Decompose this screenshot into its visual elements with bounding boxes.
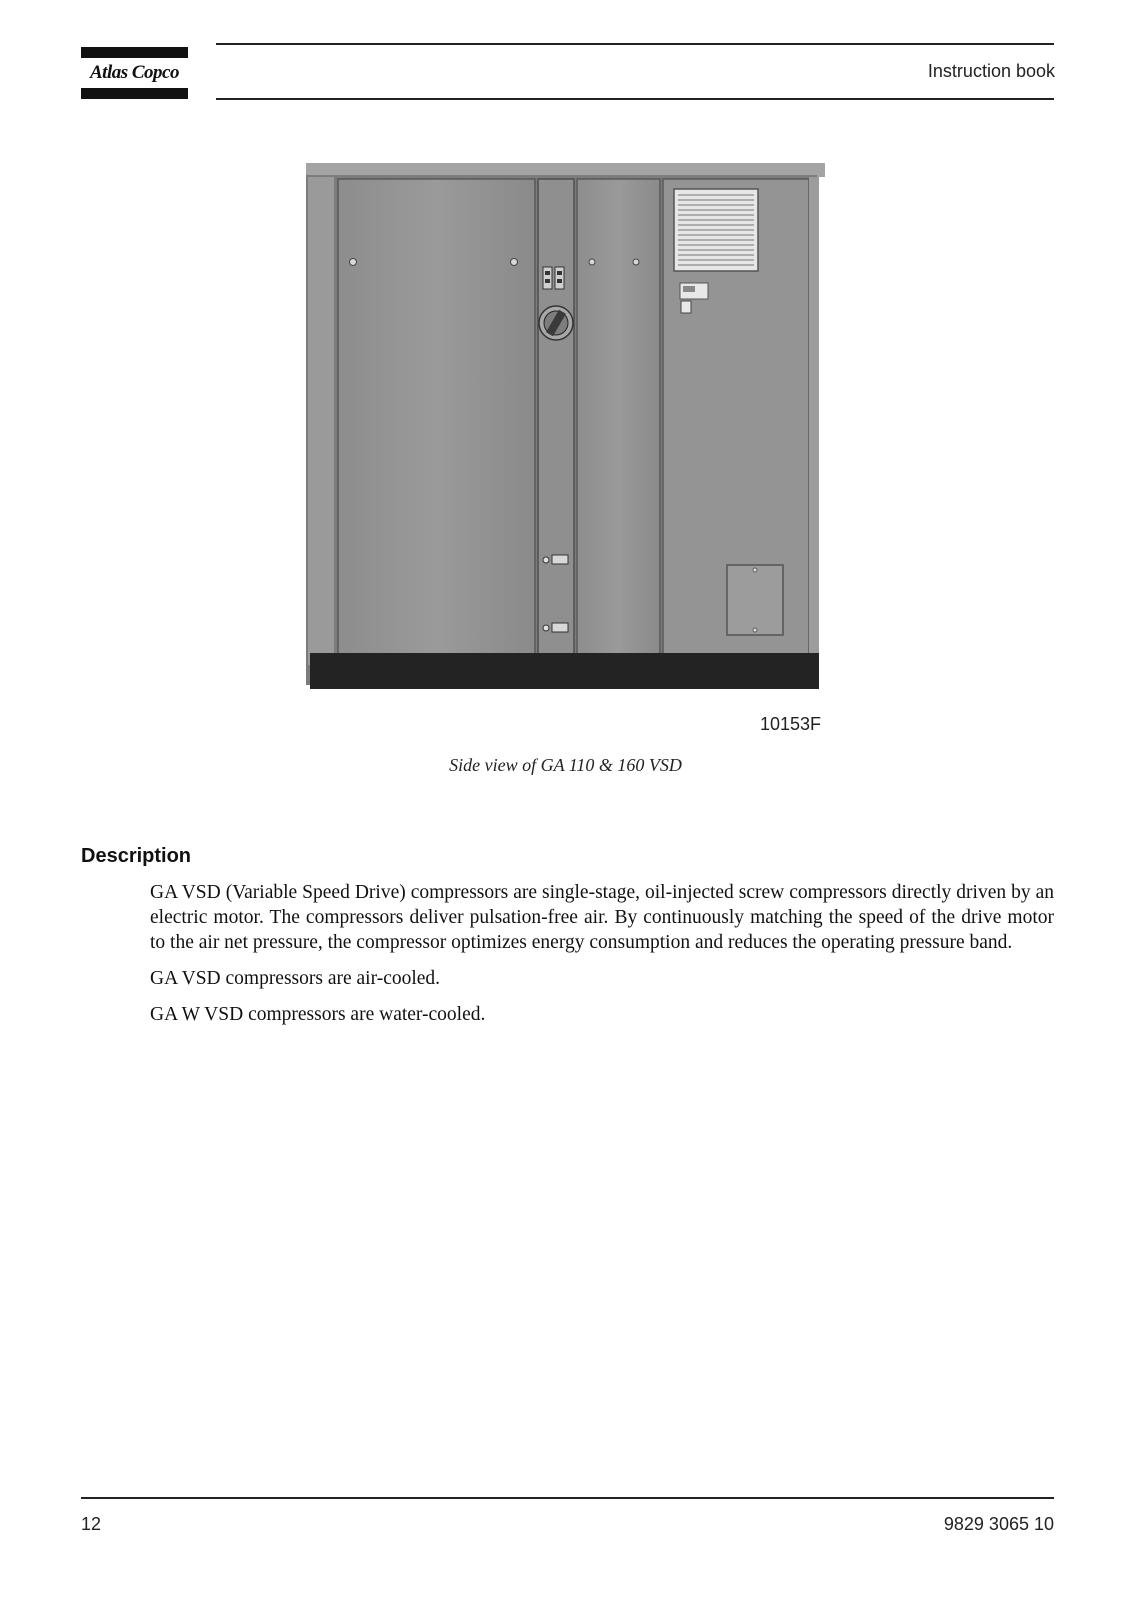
compressor-photo <box>306 163 825 695</box>
logo-bar-top <box>81 47 188 58</box>
figure-caption: Side view of GA 110 & 160 VSD <box>449 755 682 775</box>
description-body <box>150 880 1054 1038</box>
header-rule-top <box>216 43 1054 45</box>
description-paragraph: GA W VSD compressors are water-cooled. <box>150 1004 486 1025</box>
figure-code: 10153F <box>760 714 822 734</box>
atlas-copco-logo <box>81 47 188 99</box>
description-paragraph: GA VSD compressors are air-cooled. <box>150 968 441 989</box>
logo-bar-bottom <box>81 88 188 99</box>
page-number: 12 <box>81 1514 102 1534</box>
section-heading: Description <box>81 845 192 867</box>
logo-wordmark: Atlas Copco <box>90 62 179 83</box>
footer-rule <box>81 1497 1054 1499</box>
header-rule-bottom <box>216 98 1054 100</box>
description-paragraph: GA VSD (Variable Speed Drive) compressors are single-stage, oil-injected screw compressors directly driven by an electric motor. The compressors deliver pulsation-free air. By continuously matching the speed of the drive motor to the air net pressure, the compressor optimizes energy consumption and reduces the operating pressure band. <box>150 882 1054 953</box>
header-title: Instruction book <box>927 61 1055 81</box>
document-number: 9829 3065 10 <box>943 1514 1054 1534</box>
compressor-side-view-illustration <box>306 163 825 695</box>
